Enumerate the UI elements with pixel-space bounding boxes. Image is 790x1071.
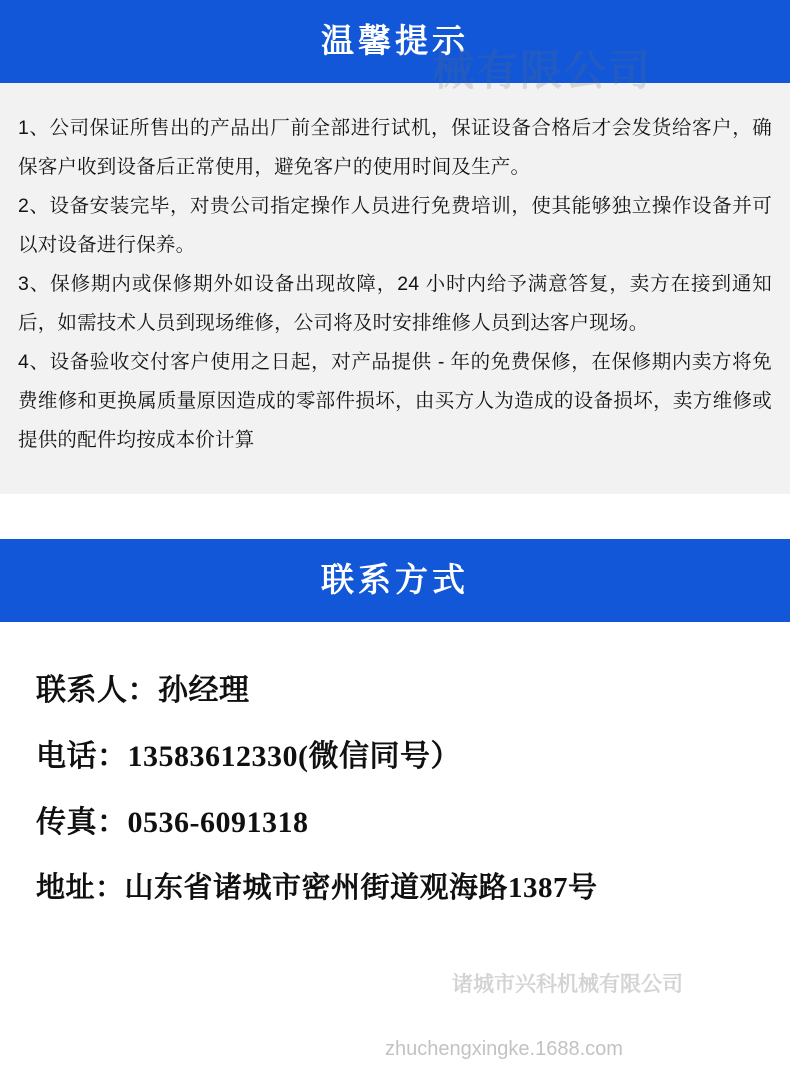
contact-body <box>0 622 790 931</box>
section-gap <box>0 494 790 539</box>
contact-phone: 电话：13583612330(微信同号） <box>36 740 461 773</box>
watermark-top: 械有限公司 <box>432 47 653 94</box>
notice-line: 4、设备验收交付客户使用之日起，对产品提供 - 年的免费保修，在保修期内卖方将免费维修和更换属质量原因造成的零部件损坏，由买方人为造成的设备损坏，卖方维修或提供的配件均按成本价计算 <box>18 351 772 451</box>
notice-body <box>0 83 790 494</box>
notice-line: 3、保修期内或保修期外如设备出现故障，24 小时内给予满意答复，卖方在接到通知后，如需技术人员到现场维修，公司将及时安排维修人员到达客户现场。 <box>18 273 772 334</box>
contact-fax: 传真：0536-6091318 <box>36 806 309 839</box>
contact-person: 联系人：孙经理 <box>36 674 250 707</box>
notice-line: 1、公司保证所售出的产品出厂前全部进行试机，保证设备合格后才会发货给客户，确保客户收到设备后正常使用，避免客户的使用时间及生产。 <box>18 117 772 178</box>
notice-line: 2、设备安装完毕，对贵公司指定操作人员进行免费培训，使其能够独立操作设备并可以对设备进行保养。 <box>18 195 772 256</box>
contact-section-header: 联系方式 <box>0 539 790 622</box>
watermark-bottom: zhuchengxingke.1688.com <box>385 1038 623 1060</box>
watermark-middle: 诸城市兴科机械有限公司 <box>452 973 683 996</box>
contact-address: 地址：山东省诸城市密州街道观海路1387号 <box>36 872 598 904</box>
notice-section-header: 温馨提示 <box>0 0 790 83</box>
